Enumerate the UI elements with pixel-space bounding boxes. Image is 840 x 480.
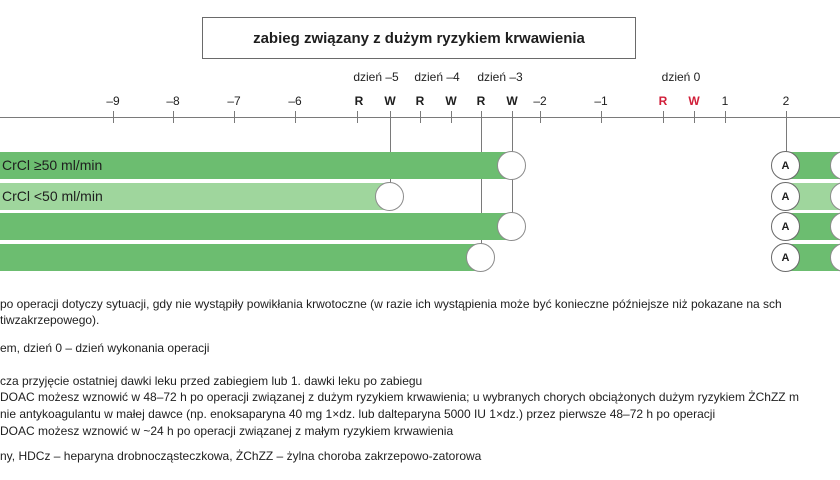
tick [601,111,602,123]
bar-row-1 [0,152,512,179]
footnote: DOAC możesz wznowić w 48–72 h po operacji związanej z dużym ryzykiem krwawienia; u wybranych chorych obciążonych dużym ryzykiem ŻChZZ m [0,390,799,404]
tick [173,111,174,123]
footnote: DOAC możesz wznowić w ~24 h po operacji związanej z małym ryzykiem krwawienia [0,424,454,438]
tick [420,111,421,123]
rw-marker-day0: R [658,94,668,108]
tick-label: –1 [594,94,608,108]
bar-label: CrCl ≥50 ml/min [2,157,103,173]
tick-label: –2 [533,94,547,108]
resume-circle-a: A [771,212,800,241]
tick-label: 2 [782,94,790,108]
footnote: tiwzakrzepowego). [0,313,100,327]
rw-marker: R [415,94,425,108]
bar-row-4 [0,244,481,271]
tick [663,111,664,123]
resume-circle-a: A [771,182,800,211]
tick [234,111,235,123]
rw-marker: R [476,94,486,108]
diagram-title: zabieg związany z dużym ryzykiem krwawienia [202,17,636,59]
tick-label: –8 [166,94,180,108]
tick [694,111,695,123]
tick [113,111,114,123]
bar-label: CrCl <50 ml/min [2,188,103,204]
tick [295,111,296,123]
rw-marker: W [445,94,457,108]
last-dose-circle [375,182,404,211]
bar-row-2 [0,183,390,210]
rw-marker: W [506,94,518,108]
day-label-minus5: dzień –5 [353,70,399,84]
footnote: em, dzień 0 – dzień wykonania operacji [0,341,210,355]
day-label-minus3: dzień –3 [477,70,523,84]
resume-circle-a: A [771,151,800,180]
tick-label: –7 [227,94,241,108]
rw-marker: R [354,94,364,108]
bar-row-3 [0,213,512,240]
rw-marker: W [384,94,396,108]
tick-label: 1 [721,94,729,108]
last-dose-circle [466,243,495,272]
tick [451,111,452,123]
last-dose-circle [497,151,526,180]
tick [725,111,726,123]
footnote: po operacji dotyczy sytuacji, gdy nie wystąpiły powikłania krwotoczne (w razie ich wystąpienia może być konieczne późniejsze niż pokazane na sch [0,297,782,311]
last-dose-circle [497,212,526,241]
guide-line [786,117,787,153]
rw-marker-day0: W [688,94,700,108]
footnote: nie antykoagulantu w małej dawce (np. enoksaparyna 40 mg 1×dz. lub dalteparyna 5000 IU 1×dz.) przez pierwsze 48–72 h po operacji [0,407,716,421]
day-label-minus4: dzień –4 [414,70,460,84]
footnote: cza przyjęcie ostatniej dawki leku przed zabiegiem lub 1. dawki leku po zabiegu [0,374,423,388]
resume-circle-a: A [771,243,800,272]
day-label-0: dzień 0 [661,70,701,84]
tick [540,111,541,123]
footnote: ny, HDCz – heparyna drobnocząsteczkowa, ŻChZZ – żylna choroba zakrzepowo-zatorowa [0,449,482,463]
tick-label: –9 [106,94,120,108]
tick-label: –6 [288,94,302,108]
tick [357,111,358,123]
